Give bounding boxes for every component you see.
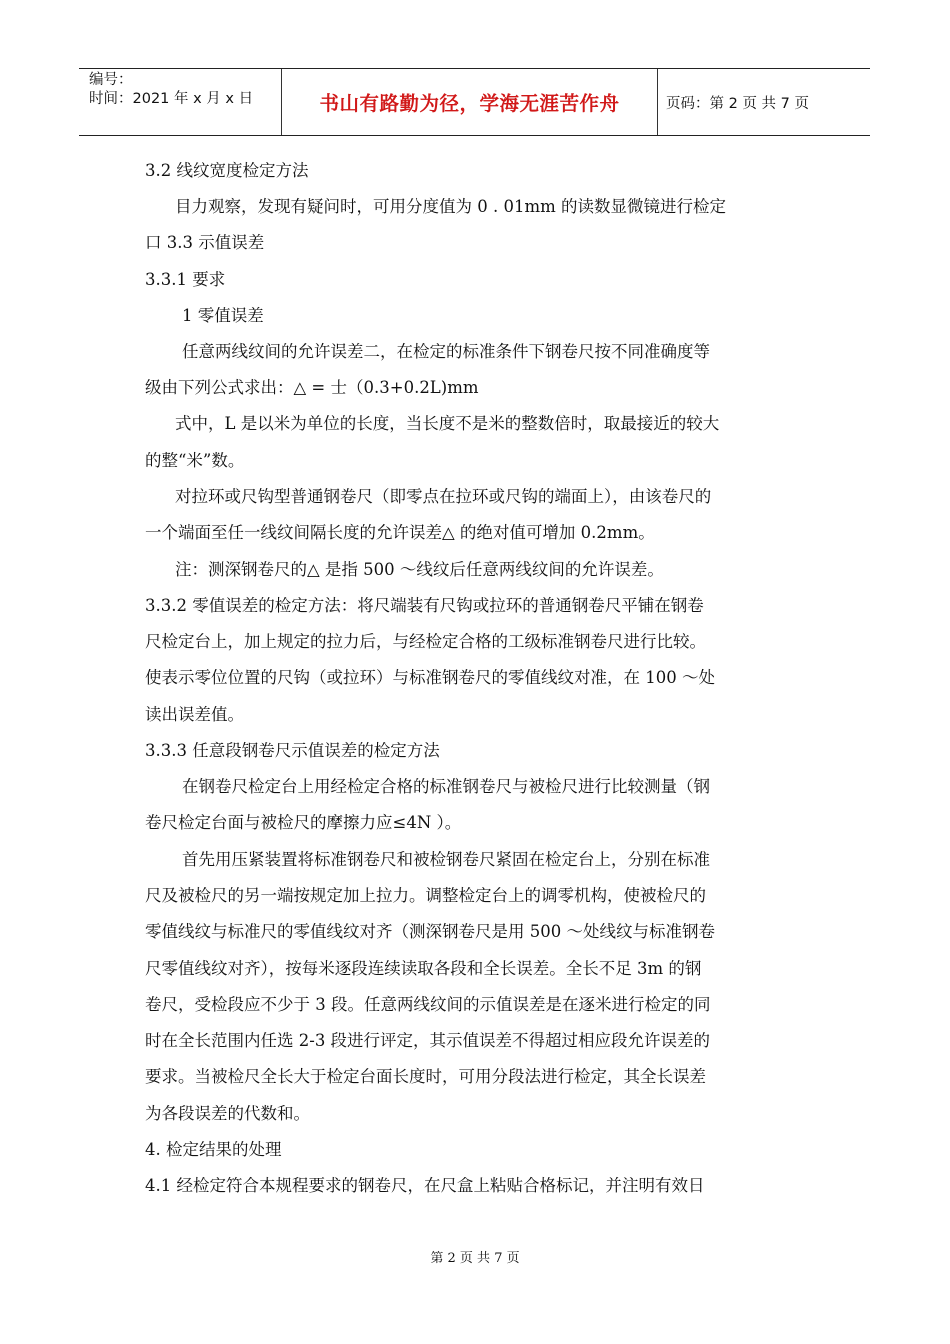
text-line: 4.1 经检定符合本规程要求的钢卷尺，在尺盒上粘贴合格标记，并注明有效日 <box>145 1176 705 1195</box>
header-motto-cell <box>282 69 658 135</box>
header-meta <box>79 69 282 135</box>
text-line: 任意两线纹间的允许误差二，在检定的标准条件下钢卷尺按不同准确度等 <box>182 342 710 361</box>
text-line: 卷尺检定台面与被检尺的摩擦力应≤4N ）。 <box>145 813 462 832</box>
text-line: 首先用压紧装置将标准钢卷尺和被检钢卷尺紧固在检定台上，分别在标准 <box>182 850 710 869</box>
text-line: 使表示零位位置的尺钩（或拉环）与标准钢卷尺的零值线纹对准，在 100 ～处 <box>145 668 715 687</box>
header-number: 编号： <box>89 72 133 88</box>
text-line: 3.3.2 零值误差的检定方法：将尺端装有尺钩或拉环的普通钢卷尺平铺在钢卷 <box>145 596 704 615</box>
text-line: 注：测深钢卷尺的△ 是指 500 ～线纹后任意两线纹间的允许误差。 <box>175 560 664 579</box>
text-line: 3.2 线纹宽度检定方法 <box>145 161 309 180</box>
text-line: 时在全长范围内任选 2-3 段进行评定，其示值误差不得超过相应段允许误差的 <box>145 1031 711 1050</box>
text-line: 级由下列公式求出：△ = 士（0.3+0.2L)mm <box>145 378 479 397</box>
header-date: 时间：2021 年 x 月 x 日 <box>89 91 254 107</box>
header-motto: 书山有路勤为径，学海无涯苦作舟 <box>319 92 620 115</box>
header-table <box>79 68 870 136</box>
text-line: 零值线纹与标准尺的零值线纹对齐（测深钢卷尺是用 500 ～处线纹与标准钢卷 <box>145 922 715 941</box>
page-footer: 第 2 页 共 7 页 <box>430 1251 520 1266</box>
text-line: 对拉环或尺钩型普通钢卷尺（即零点在拉环或尺钩的端面上），由该卷尺的 <box>175 487 712 506</box>
text-line: 1 零值误差 <box>182 306 264 325</box>
text-line: 3.3.3 任意段钢卷尺示值误差的检定方法 <box>145 741 440 760</box>
text-line: 为各段误差的代数和。 <box>145 1104 310 1123</box>
text-line: 式中，L 是以米为单位的长度，当长度不是米的整数倍时，取最接近的较大 <box>175 414 720 433</box>
text-line: 一个端面至任一线纹间隔长度的允许误差△ 的绝对值可增加 0.2mm。 <box>145 523 655 542</box>
text-line: 尺检定台上，加上规定的拉力后，与经检定合格的工级标准钢卷尺进行比较。 <box>145 632 706 651</box>
text-line: 口 3.3 示值误差 <box>145 233 265 252</box>
text-line: 读出误差值。 <box>145 705 244 724</box>
text-line: 卷尺，受检段应不少于 3 段。任意两线纹间的示值误差是在逐米进行检定的同 <box>145 995 711 1014</box>
text-line: 尺及被检尺的另一端按规定加上拉力。调整检定台上的调零机构，使被检尺的 <box>145 886 706 905</box>
text-line: 在钢卷尺检定台上用经检定合格的标准钢卷尺与被检尺进行比较测量（钢 <box>182 777 710 796</box>
text-line: 要求。当被检尺全长大于检定台面长度时，可用分段法进行检定，其全长误差 <box>145 1067 706 1086</box>
text-line: 目力观察，发现有疑问时，可用分度值为 0 . 01mm 的读数显微镜进行检定 <box>175 197 727 216</box>
text-line: 尺零值线纹对齐），按每米逐段连续读取各段和全长误差。全长不足 3m 的钢 <box>145 959 702 978</box>
text-line: 3.3.1 要求 <box>145 270 226 289</box>
text-line: 4. 检定结果的处理 <box>145 1140 282 1159</box>
header-page-info: 页码：第 2 页 共 7 页 <box>666 95 809 112</box>
text-line: 的整“米”数。 <box>145 451 245 470</box>
